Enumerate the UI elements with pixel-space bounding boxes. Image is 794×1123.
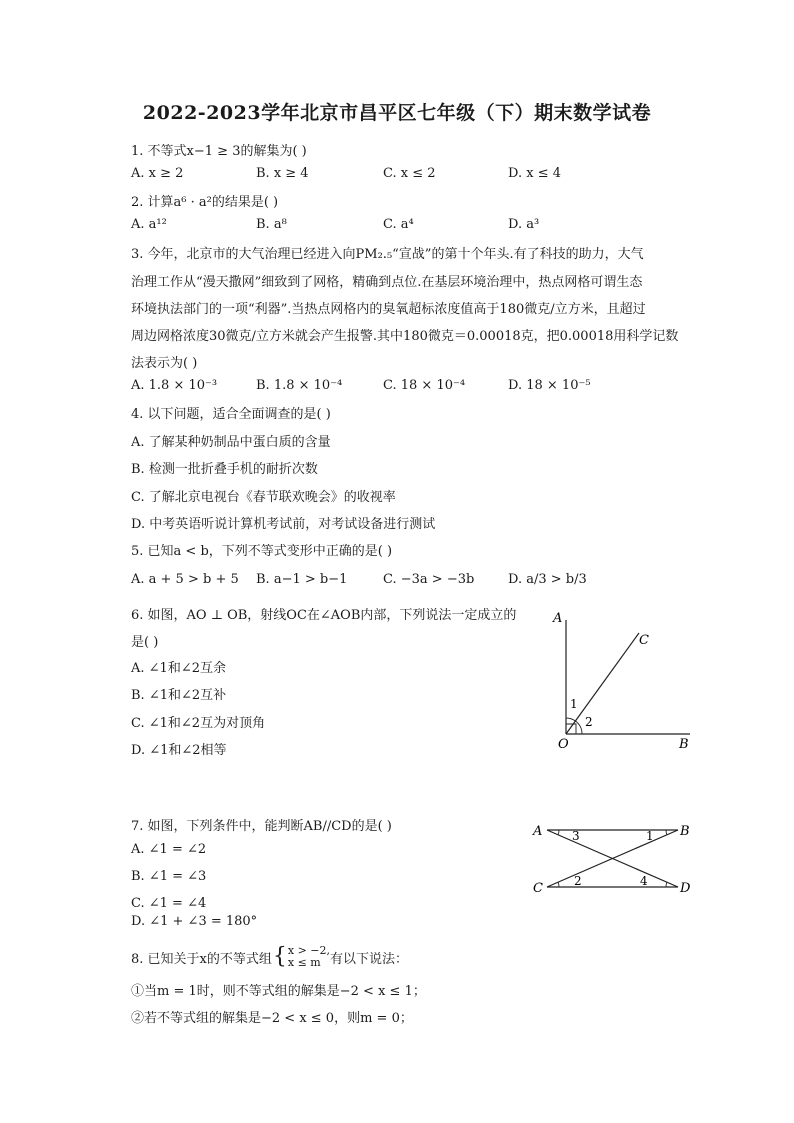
q8-stem	[131, 945, 408, 969]
q3-line-1: 3. 今年，北京市的大气治理已经进入向PM₂.₅“宣战”的第十个年头.有了科技的助力，大气	[131, 247, 644, 262]
label-d: D	[680, 881, 691, 896]
q5-stem: 5. 已知a < b，下列不等式变形中正确的是( )	[131, 544, 393, 559]
label-angle-2: 2	[585, 715, 593, 729]
angle-2-arc	[558, 882, 559, 887]
q7-figure	[530, 818, 700, 898]
label-angle-3: 3	[572, 829, 580, 843]
q4-option-a: A. 了解某种奶制品中蛋白质的含量	[131, 435, 331, 450]
label-angle-4: 4	[640, 874, 648, 888]
q1-option-b: B. x ≥ 4	[256, 166, 309, 181]
label-c: C	[639, 633, 649, 648]
brace-icon: {	[272, 944, 287, 969]
q6-figure	[540, 600, 700, 760]
q2-option-d: D. a³	[508, 217, 540, 232]
label-angle-1: 1	[646, 829, 654, 843]
q1-option-d: D. x ≤ 4	[508, 166, 561, 181]
q6-option-b: B. ∠1和∠2互补	[131, 688, 227, 703]
label-a: A	[553, 611, 563, 626]
q6-option-a: A. ∠1和∠2互余	[131, 661, 226, 676]
q8-item-1: ①当m = 1时，则不等式组的解集是−2 < x ≤ 1；	[131, 984, 426, 999]
q3-option-b: B. 1.8 × 10⁻⁴	[256, 378, 343, 393]
system-line-2: x ≤ m	[287, 956, 321, 969]
q7-option-d: D. ∠1 + ∠3 = 180°	[131, 914, 258, 929]
q1-option-c: C. x ≤ 2	[383, 166, 436, 181]
q7-option-a: A. ∠1 = ∠2	[131, 842, 207, 857]
q6-option-d: D. ∠1和∠2相等	[131, 743, 227, 758]
q6-stem-line-2: 是( )	[131, 635, 159, 650]
q2-stem: 2. 计算a⁶ · a²的结果是( )	[131, 195, 279, 210]
q7-option-b: B. ∠1 = ∠3	[131, 869, 207, 884]
q6-option-c: C. ∠1和∠2互为对顶角	[131, 716, 266, 731]
q8-item-2: ②若不等式组的解集是−2 < x ≤ 0，则m = 0；	[131, 1011, 413, 1026]
angle-1-arc	[566, 718, 575, 721]
angle-3-arc	[558, 830, 559, 835]
q4-option-c: C. 了解北京电视台《春节联欢晚会》的收视率	[131, 490, 396, 505]
q2-option-b: B. a⁸	[256, 217, 287, 232]
q6-stem-line-1: 6. 如图，AO ⊥ OB，射线OC在∠AOB内部，下列说法一定成立的	[131, 608, 517, 623]
q5-option-b: B. a−1 > b−1	[256, 572, 348, 587]
q4-option-d: D. 中考英语听说计算机考试前，对考试设备进行测试	[131, 517, 436, 532]
inequality-system	[288, 945, 330, 969]
q5-option-d: D. a/3 > b/3	[508, 572, 587, 587]
label-o: O	[558, 737, 569, 752]
q5-option-a: A. a + 5 > b + 5	[131, 572, 239, 587]
q7-option-c: C. ∠1 = ∠4	[131, 896, 207, 911]
system-line-1: x > −2,	[287, 944, 331, 957]
q3-option-c: C. 18 × 10⁻⁴	[383, 378, 466, 393]
label-angle-2: 2	[574, 874, 582, 888]
label-a: A	[533, 824, 543, 839]
q4-option-b: B. 检测一批折叠手机的耐折次数	[131, 462, 318, 477]
q1-option-a: A. x ≥ 2	[131, 166, 184, 181]
q8-stem-post: 有以下说法：	[330, 951, 409, 967]
q2-option-a: A. a¹²	[131, 217, 167, 232]
q3-option-d: D. 18 × 10⁻⁵	[508, 378, 591, 393]
label-b: B	[680, 824, 690, 839]
q3-line-2: 治理工作从“漫天撒网”细致到了网格，精确到点位.在基层环境治理中，热点网格可谓生态	[131, 275, 643, 290]
q7-stem: 7. 如图，下列条件中，能判断AB//CD的是( )	[131, 819, 392, 834]
label-c: C	[533, 881, 543, 896]
label-b: B	[679, 737, 689, 752]
q2-option-c: C. a⁴	[383, 217, 414, 232]
q3-line-5: 法表示为( )	[131, 356, 198, 371]
q3-line-4: 周边网格浓度30微克/立方米就会产生报警.其中180微克＝0.00018克，把0.00018用科学记数	[131, 329, 679, 344]
q1-stem: 1. 不等式x−1 ≥ 3的解集为( )	[131, 144, 307, 159]
label-angle-1: 1	[570, 697, 578, 711]
angle-1-arc	[666, 830, 667, 835]
q4-stem: 4. 以下问题，适合全面调查的是( )	[131, 407, 331, 422]
page-title: 2022-2023学年北京市昌平区七年级（下）期末数学试卷	[142, 102, 652, 124]
q3-line-3: 环境执法部门的一项“利器”.当热点网格内的臭氧超标浓度值高于180微克/立方米，且超过	[131, 302, 646, 317]
q3-option-a: A. 1.8 × 10⁻³	[131, 378, 218, 393]
angle-4-arc	[666, 882, 667, 887]
ray-oc	[566, 633, 639, 734]
q5-option-c: C. −3a > −3b	[383, 572, 475, 587]
q8-stem-pre: 8. 已知关于x的不等式组	[131, 951, 272, 967]
